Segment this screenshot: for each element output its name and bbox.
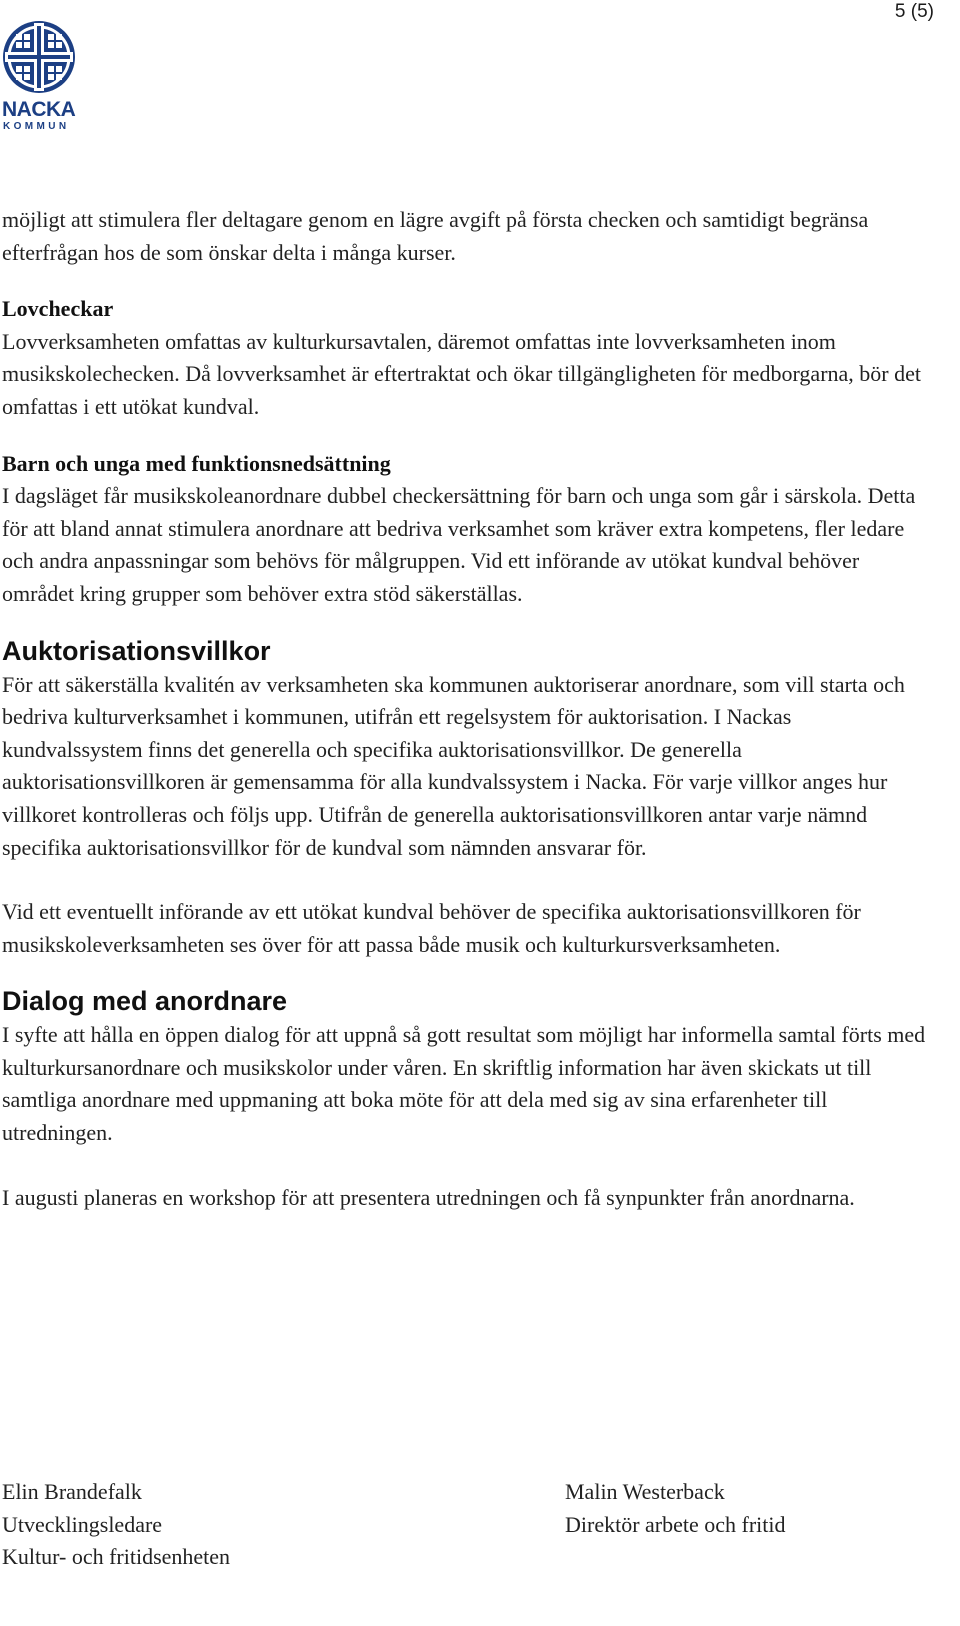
dialog-heading: Dialog med anordnare: [2, 986, 288, 1017]
nacka-logo: [2, 20, 82, 132]
nacka-emblem-icon: [2, 20, 76, 94]
document-body: [2, 204, 932, 1214]
signature-role: Direktör arbete och fritid: [565, 1511, 786, 1537]
auktorisation-paragraph-1: För att säkerställa kvalitén av verksamheten ska kommunen auktoriserar anordnare, som vill starta och bedriva kulturverksamhet i kommunen, utifrån ett regelsystem för auktorisation. I Nackas kundvalssystem finns det generella och specifika auktorisationsvillkor. De generella auktorisationsvillkoren är gemensamma för alla kundvalssystem i Nacka. För varje villkor anges hur villkoret kontrolleras och följs upp. Utifrån de generella auktorisationsvillkoren antar varje nämnd specifika auktorisationsvillkor för de kundval som nämnden ansvarar för.: [2, 671, 905, 860]
logo-subtitle: KOMMUN: [3, 121, 70, 132]
intro-paragraph: möjligt att stimulera fler deltagare genom en lägre avgift på första checken och samtidigt begränsa efterfrågan hos de som önskar delta i många kurser.: [2, 207, 869, 265]
lovcheckar-paragraph: Lovverksamheten omfattas av kulturkursavtalen, däremot omfattas inte lovverksamheten inom musikskolechecken. Då lovverksamhet är eftertraktat och ökar tillgängligheten för medborgarna, bör det omfattas i ett utökat kundval.: [2, 328, 921, 419]
signature-name: Elin Brandefalk: [2, 1479, 142, 1504]
auktorisation-heading: Auktorisationsvillkor: [2, 635, 271, 666]
signature-unit: Kultur- och fritidsenheten: [2, 1544, 231, 1570]
signature-role: Utvecklingsledare: [2, 1511, 163, 1537]
dialog-paragraph-1: I syfte att hålla en öppen dialog för att uppnå så gott resultat som möjligt har informella samtal förts med kulturkursanordnare och musikskolor under våren. En skriftlig information har även skickats ut till samtliga anordnare med uppmaning att boka möte för att dela med sig av sina erfarenheter till utredningen.: [2, 1022, 926, 1146]
logo-name: NACKA: [2, 98, 76, 121]
auktorisation-paragraph-2: Vid ett eventuellt införande av ett utökat kundval behöver de specifika auktorisationsvillkoren för musikskoleverksamheten ses över för att passa både musik och kulturkursverksamheten.: [2, 899, 861, 957]
signature-name: Malin Westerback: [565, 1479, 725, 1504]
dialog-paragraph-2: I augusti planeras en workshop för att presentera utredningen och få synpunkter från anordnarna.: [2, 1184, 855, 1210]
signature-right: [565, 1476, 786, 1541]
funktionsnedsattning-paragraph: I dagsläget får musikskoleanordnare dubbel checkersättning för barn och unga som går i särskola. Detta för att bland annat stimulera anordnare att bedriva verksamhet som kräver extra kompetens, fler ledare och andra anpassningar som behövs för målgruppen. Vid ett införande av utökat kundval behöver området kring grupper som behöver extra stöd säkerställas.: [2, 483, 916, 606]
page-number: 5 (5): [894, 1, 934, 22]
lovcheckar-heading: Lovcheckar: [2, 296, 114, 322]
signature-left: [2, 1476, 230, 1574]
funktionsnedsattning-heading: Barn och unga med funktionsnedsättning: [2, 450, 391, 476]
